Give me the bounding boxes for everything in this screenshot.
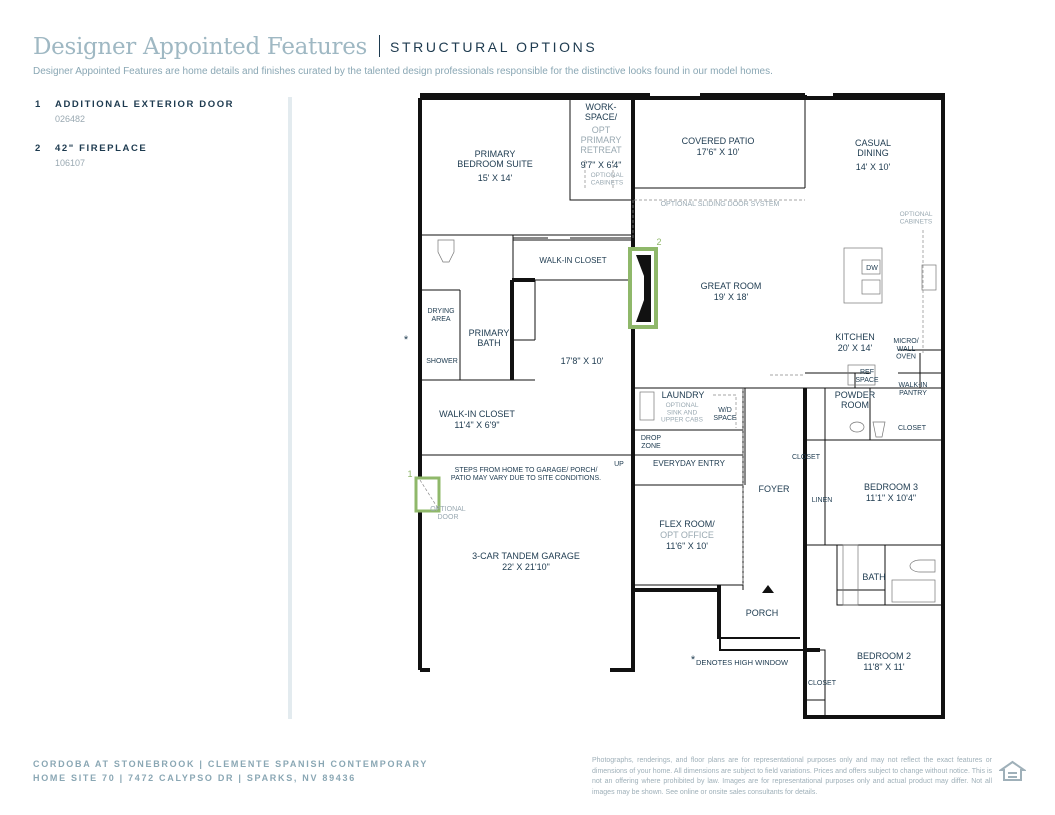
option-label: ADDITIONAL EXTERIOR DOOR	[55, 99, 235, 110]
note-optional-cabinets: OPTIONAL CABINETS	[899, 211, 933, 226]
floor-plan-drawing	[400, 90, 960, 730]
room-dim-bedroom-2: 11'8" X 11'	[863, 662, 905, 672]
title-divider	[379, 35, 380, 57]
room-label-opt-office: OPT OFFICE	[660, 530, 714, 540]
note-laundry: OPTIONAL SINK AND UPPER CABS	[661, 402, 703, 424]
note-steps: STEPS FROM HOME TO GARAGE/ PORCH/ PATIO MAY VARY DUE TO SITE CONDITIONS.	[450, 467, 602, 482]
room-label-drop-zone: DROP ZONE	[640, 435, 662, 450]
label-up: UP	[614, 461, 624, 468]
room-dim-flex-room: 11'6" X 10'	[666, 541, 708, 551]
room-label-shower: SHOWER	[426, 358, 458, 365]
room-dim-primary-suite: 15' X 14'	[477, 173, 513, 183]
options-list	[35, 99, 275, 187]
appliance-dw: DW	[866, 265, 878, 272]
option-code: 026482	[55, 114, 86, 124]
room-label-ref-space: REF SPACE	[855, 369, 879, 384]
option-code: 106107	[55, 158, 86, 168]
room-label-everyday-entry: EVERYDAY ENTRY	[653, 459, 725, 468]
footer-address: HOME SITE 70 | 7472 CALYPSO DR | SPARKS, NV 89436	[33, 773, 356, 783]
room-label-linen: LINEN	[811, 497, 833, 504]
option-label: 42" FIREPLACE	[55, 143, 148, 154]
note-optional-cabinets: OPTIONAL CABINETS	[590, 172, 624, 187]
footer-community: CORDOBA AT STONEBROOK | CLEMENTE SPANISH CONTEMPORARY	[33, 759, 429, 769]
room-dim-covered-patio: 17'6" X 10'	[696, 147, 740, 157]
page-header	[33, 34, 597, 60]
room-label-covered-patio: COVERED PATIO	[681, 136, 755, 146]
room-dim-casual-dining: 14' X 10'	[855, 162, 891, 172]
room-label-closet: CLOSET	[807, 680, 837, 687]
option-number: 1	[35, 99, 42, 110]
room-label-bedroom-2: BEDROOM 2	[856, 651, 912, 661]
option-marker-2: 2	[656, 237, 662, 247]
room-label-primary-retreat: OPT PRIMARY RETREAT	[580, 125, 622, 156]
room-dim-garage-extra: 17'8" X 10'	[560, 356, 604, 366]
room-label-primary-suite: PRIMARY BEDROOM SUITE	[457, 149, 533, 170]
room-label-walk-in-closet: WALK-IN CLOSET	[439, 409, 515, 419]
room-label-micro-oven: MICRO/ WALL OVEN	[893, 338, 919, 361]
room-dim-walk-in-closet: 11'4" X 6'9"	[454, 420, 500, 430]
option-item	[35, 143, 275, 168]
room-dim-workspace: 9'7" X 6'4"	[580, 160, 622, 170]
high-window-asterisk: *	[690, 654, 696, 666]
floor-plan	[400, 90, 960, 735]
high-window-asterisk: *	[403, 334, 409, 346]
room-label-bedroom-3: BEDROOM 3	[863, 482, 919, 492]
note-high-window: DENOTES HIGH WINDOW	[695, 658, 789, 667]
entry-arrow-icon	[762, 585, 774, 593]
footer-disclaimer: Photographs, renderings, and floor plans are for representational purposes only and may not reflect the exact features or dimensions of your home. All dimensions are subject to field variations. Prices and offers subject to change without notice. This is not an offering where prohibited by law. Images are for representational purposes only and actual product may differ. Not all images may be shown. See online or onsite sales consultants for details.	[592, 757, 992, 796]
room-label-kitchen: KITCHEN	[835, 332, 875, 342]
page-subtitle: Designer Appointed Features are home details and finishes curated by the talented design professionals responsible for the distinctive looks found in our model homes.	[33, 66, 773, 77]
room-label-drying-area: DRYING AREA	[427, 308, 455, 323]
room-label-primary-bath: PRIMARY BATH	[468, 328, 510, 349]
room-dim-kitchen: 20' X 14'	[837, 343, 873, 353]
room-label-walk-in-closet: WALK-IN CLOSET	[539, 256, 607, 265]
section-title: STRUCTURAL OPTIONS	[390, 39, 598, 55]
room-dim-garage: 22' X 21'10"	[502, 562, 550, 572]
room-label-great-room: GREAT ROOM	[700, 281, 762, 291]
room-label-casual-dining: CASUAL DINING	[854, 138, 892, 159]
option-item	[35, 99, 275, 124]
room-label-wd-space: W/D SPACE	[713, 407, 737, 422]
room-label-workspace: WORK-SPACE/	[584, 102, 618, 123]
note-optional-door: OPTIONAL DOOR	[430, 506, 466, 521]
room-dim-bedroom-3: 11'1" X 10'4"	[865, 493, 917, 503]
room-label-foyer: FOYER	[758, 484, 790, 494]
room-label-pantry: WALK-IN PANTRY	[898, 382, 928, 397]
room-label-garage: 3-CAR TANDEM GARAGE	[472, 551, 580, 561]
divider-line	[288, 97, 292, 719]
option-number: 2	[35, 143, 42, 154]
room-label-porch: PORCH	[745, 608, 779, 618]
equal-housing-logo-icon	[999, 760, 1026, 784]
room-label-closet: CLOSET	[897, 425, 927, 432]
room-label-flex-room: FLEX ROOM/	[659, 519, 715, 529]
option-marker-1: 1	[407, 469, 413, 479]
page-title: Designer Appointed Features	[33, 34, 368, 60]
room-label-bath: BATH	[862, 572, 886, 582]
room-label-closet: CLOSET	[791, 454, 821, 461]
room-dim-great-room: 19' X 18'	[713, 292, 749, 302]
room-label-laundry: LAUNDRY	[661, 390, 705, 400]
note-sliding-door: OPTIONAL SLIDING DOOR SYSTEM	[660, 201, 780, 208]
room-label-powder-room: POWDER ROOM	[834, 390, 876, 411]
